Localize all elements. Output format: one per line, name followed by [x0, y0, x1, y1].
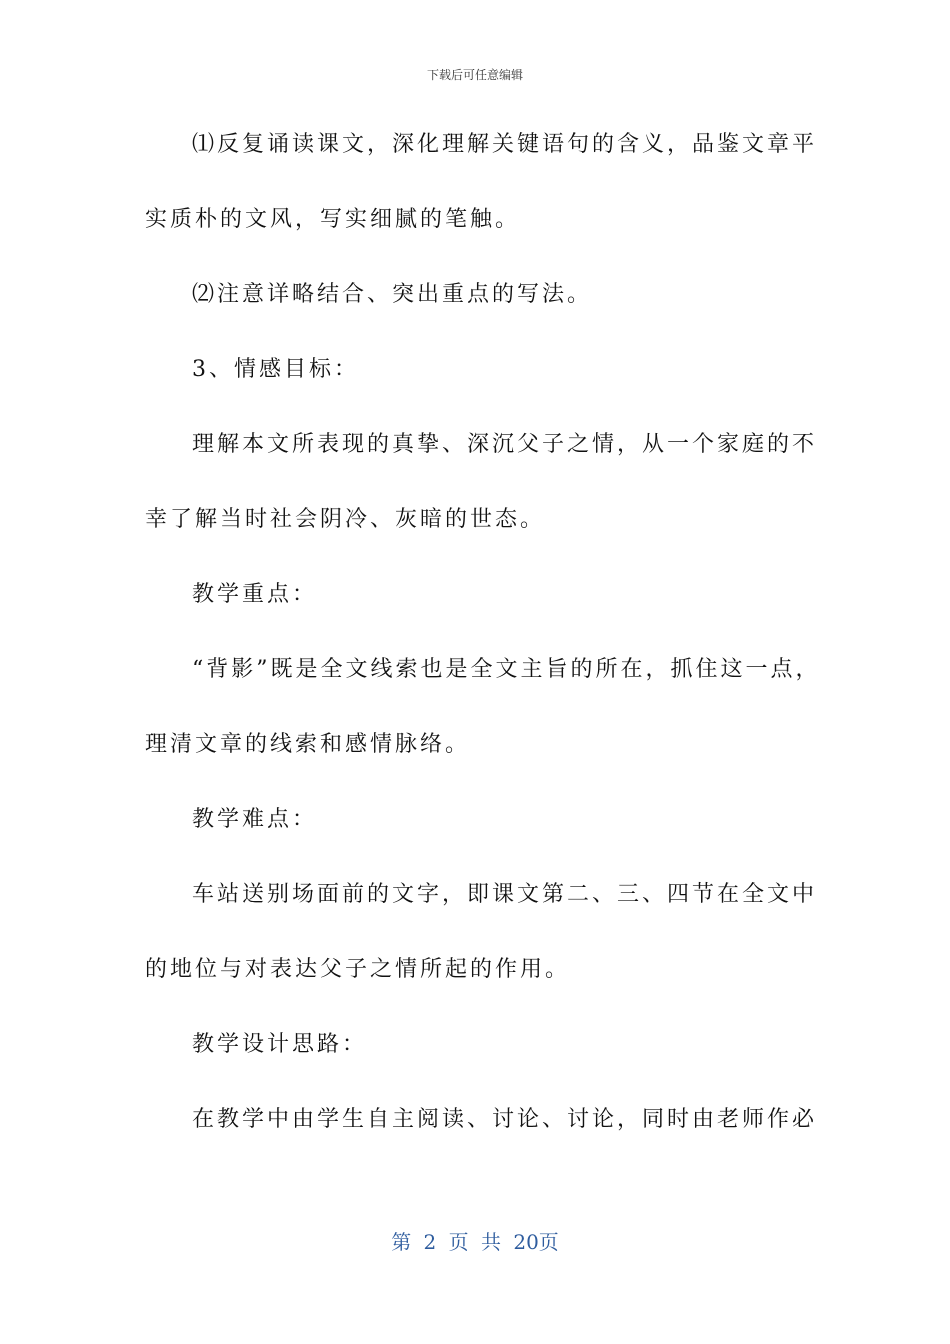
body-line: ⑵注意详略结合、突出重点的写法。	[192, 282, 593, 307]
section-heading: 3、情感目标：	[192, 357, 359, 382]
section-heading: 教学重点：	[192, 582, 318, 607]
body-line: “背影”既是全文线索也是全文主旨的所在，抓住这一点，	[192, 657, 821, 682]
body-line: 实质朴的文风，写实细腻的笔触。	[145, 207, 521, 232]
body-line: 车站送别场面前的文字，即课文第二、三、四节在全文中	[192, 882, 818, 907]
section-heading: 教学难点：	[192, 807, 318, 832]
page-number: 第 2 页 共 20页	[391, 1230, 559, 1254]
body-line: 幸了解当时社会阴冷、灰暗的世态。	[145, 507, 546, 532]
body-line: 理清文章的线索和感情脉络。	[145, 732, 471, 757]
body-line: 在教学中由学生自主阅读、讨论、讨论，同时由老师作必	[192, 1107, 818, 1132]
header-note: 下载后可任意编辑	[426, 68, 523, 82]
body-line: 理解本文所表现的真挚、深沉父子之情，从一个家庭的不	[192, 432, 818, 457]
section-heading: 教学设计思路：	[192, 1032, 368, 1057]
body-line: ⑴反复诵读课文，深化理解关键语句的含义，品鉴文章平	[192, 132, 818, 157]
body-line: 的地位与对表达父子之情所起的作用。	[145, 957, 571, 982]
